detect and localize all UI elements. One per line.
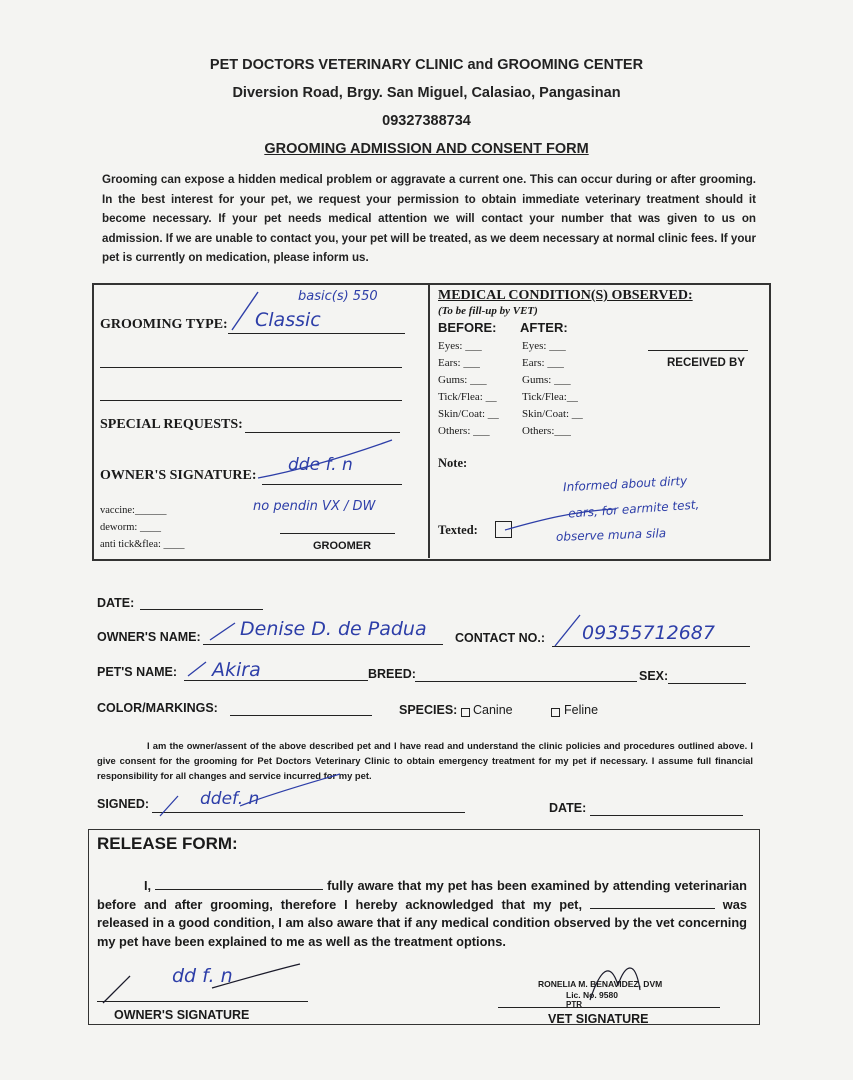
color-markings-label: COLOR/MARKINGS: [97, 701, 218, 715]
clinic-name: PET DOCTORS VETERINARY CLINIC and GROOMING CENTER [209, 57, 644, 73]
species-feline-label: Feline [564, 703, 599, 717]
note-handwritten-1: Informed about dirty [562, 473, 688, 495]
owner-signature-label: OWNER'S SIGNATURE: [100, 468, 257, 483]
pen-stroke [555, 615, 580, 646]
antitick-label: anti tick&flea: ____ [100, 539, 185, 550]
medical-title: MEDICAL CONDITION(S) OBSERVED: [438, 288, 693, 303]
species-label: SPECIES: [399, 703, 458, 717]
vet-name: RONELIA M. BENAVIDEZ, DVM [538, 979, 663, 989]
consent-date-label: DATE: [549, 801, 587, 815]
pen-stroke [505, 509, 615, 530]
release-owner-signature-label: OWNER'S SIGNATURE [114, 1008, 250, 1022]
owner-signature-value: dde f. n [288, 455, 353, 475]
grooming-type-value: Classic [255, 309, 321, 331]
pet-name-label: PET'S NAME: [97, 665, 178, 679]
vet-signature-label: VET SIGNATURE [548, 1012, 649, 1026]
pen-stroke [210, 623, 235, 640]
release-owner-signature-value: dd f. n [172, 965, 233, 987]
before-item: Eyes: ___ [438, 340, 482, 352]
before-item: Skin/Coat: __ [438, 408, 499, 420]
breed-label: BREED: [368, 667, 416, 681]
date-label: DATE: [97, 596, 135, 610]
contact-label: CONTACT NO.: [455, 631, 546, 645]
clinic-address: Diversion Road, Brgy. San Miguel, Calasiao, Pangasinan [232, 85, 621, 101]
received-by-label: RECEIVED BY [667, 357, 745, 369]
form-title: GROOMING ADMISSION AND CONSENT FORM [264, 141, 589, 157]
vaccine-label: vaccine:______ [100, 505, 167, 516]
after-item: Tick/Flea:__ [522, 391, 578, 403]
groomer-label: GROOMER [313, 540, 372, 552]
before-item: Ears: ___ [438, 357, 480, 369]
owner-name-label: OWNER'S NAME: [97, 630, 201, 644]
before-label: BEFORE: [438, 320, 497, 335]
release-title: RELEASE FORM: [97, 834, 238, 853]
clinic-phone: 09327388734 [382, 113, 471, 129]
consent-paragraph: I am the owner/assent of the above described pet and I have read and understand the clinic policies and procedures outlined above. I give consent for the grooming for Pet Doctors Veterinary Clinic to obtain emergency treatment for my pet if necessary. I assume full financial responsibility for all changes and service incurred for my pet. [97, 740, 753, 781]
species-canine-label: Canine [473, 703, 513, 717]
vet-ptr: PTR [566, 1000, 582, 1009]
pen-stroke [103, 976, 130, 1003]
intro-paragraph: Grooming can expose a hidden medical problem or aggravate a current one. This can occur during or after grooming. In the best interest for your pet, we request your permission to obtain immediate veterinary treatment should it become necessary. If your pet needs medical attention we will contact your number that was given to us on admission. If we are unable to contact you, your pet will be treated, as we deem necessary at normal clinic fees. If your pet is currently on medication, please inform us. [102, 173, 756, 265]
pet-name-value: Akira [212, 659, 261, 681]
vet-signature-stroke [590, 968, 640, 1000]
after-item: Skin/Coat: __ [522, 408, 583, 420]
pen-stroke [188, 662, 206, 676]
release-text-1: I, [144, 878, 156, 893]
signed-label: SIGNED: [97, 797, 150, 811]
note-label: Note: [438, 456, 468, 470]
after-item: Ears: ___ [522, 357, 564, 369]
pen-stroke [258, 440, 392, 478]
pen-stroke [232, 292, 258, 330]
after-item: Others:___ [522, 425, 571, 437]
owner-name-value: Denise D. de Padua [240, 618, 427, 640]
medical-subtitle: (To be fill-up by VET) [438, 305, 538, 317]
note-handwritten-2: ears, for earmite test, [567, 497, 700, 521]
pen-stroke [212, 964, 300, 988]
grooming-type-label: GROOMING TYPE: [100, 317, 228, 332]
before-item: Gums: ___ [438, 374, 487, 386]
signed-value: ddef. n [200, 789, 260, 809]
after-item: Gums: ___ [522, 374, 571, 386]
release-text-3: was released in a good condition, I am also aware that if any medical condition observed by the vet concerning my pet have been explained to me as well as the treatment options. [97, 896, 747, 949]
contact-value: 09355712687 [582, 622, 715, 644]
release-text-2: fully aware that my pet has been examined by attending veterinarian before and after grooming, therefore I hereby acknowledged that my pet, [97, 878, 747, 912]
vet-license: Lic. No. 9580 [566, 990, 618, 1000]
pen-stroke [240, 774, 340, 806]
sex-label: SEX: [639, 669, 669, 683]
special-requests-label: SPECIAL REQUESTS: [100, 417, 243, 432]
deworm-label: deworm: ____ [100, 522, 161, 533]
before-item: Tick/Flea: __ [438, 391, 497, 403]
note-handwritten-3: observe muna sila [555, 526, 667, 544]
after-label: AFTER: [520, 320, 568, 335]
grooming-type-note: basic(s) 550 [298, 289, 378, 304]
texted-label: Texted: [438, 523, 478, 537]
before-item: Others: ___ [438, 425, 490, 437]
pen-stroke [160, 796, 178, 816]
after-item: Eyes: ___ [522, 340, 566, 352]
pending-note: no pendin VX / DW [253, 499, 376, 514]
